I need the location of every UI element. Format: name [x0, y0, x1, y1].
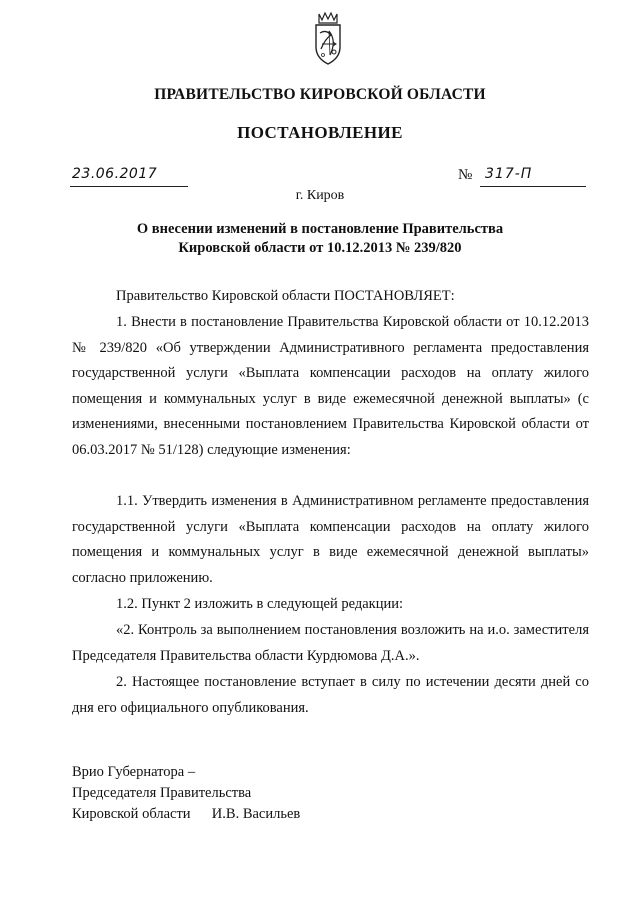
subject-line-1: О внесении изменений в постановление Правительства	[136, 221, 504, 237]
document-subject	[0, 220, 640, 258]
handwritten-date: 23.06.2017	[72, 166, 158, 182]
paragraph-2: 2. Настоящее постановление вступает в силу по истечении десяти дней со дня его официального опубликования.	[72, 674, 589, 716]
paragraph-1: 1. Внести в постановление Правительства Кировской области от 10.12.2013 № 239/820 «Об утверждении Административного регламента предоставления государственной услуги «Выплата компенсации расходов на оплату жилого помещения и коммунальных услуг в виде ежемесячной денежной выплаты» (с изменениями, внесенными постановлением Правительства Кировской области от 06.03.2017 № 51/128) следующие изменения:	[72, 314, 589, 458]
paragraph-1-2: 1.2. Пункт 2 изложить в следующей редакции:	[116, 596, 404, 612]
organization-title: ПРАВИТЕЛЬСТВО КИРОВСКОЙ ОБЛАСТИ	[154, 86, 486, 103]
signature-title-2: Председателя Правительства	[72, 785, 252, 801]
document-type: ПОСТАНОВЛЕНИЕ	[237, 123, 403, 142]
signature-block	[72, 762, 300, 825]
signature-position: Кировской области	[72, 806, 191, 822]
paragraph-quote-2: «2. Контроль за выполнением постановления возложить на и.о. заместителя Председателя Правительства области Курдюмова Д.А.».	[72, 622, 589, 664]
number-label: №	[458, 167, 473, 183]
city: г. Киров	[295, 188, 345, 203]
signature-title-3	[72, 804, 300, 825]
signatory-name: И.В. Васильев	[211, 806, 301, 822]
paragraph-1-1: 1.1. Утвердить изменения в Административном регламенте предоставления государственной услуги «Выплата компенсации расходов на оплату жилого помещения и коммунальных услуг в виде ежемесячной денежной выплаты» согласно приложению.	[72, 493, 589, 586]
signature-title-1: Врио Губернатора –	[72, 764, 196, 780]
handwritten-number: 317-П	[485, 166, 533, 182]
number-field	[480, 166, 586, 187]
coat-of-arms-icon	[311, 11, 345, 67]
preamble: Правительство Кировской области ПОСТАНОВЛЯЕТ:	[116, 288, 455, 304]
date-field	[70, 166, 188, 187]
subject-line-2: Кировской области от 10.12.2013 № 239/820	[178, 240, 462, 256]
